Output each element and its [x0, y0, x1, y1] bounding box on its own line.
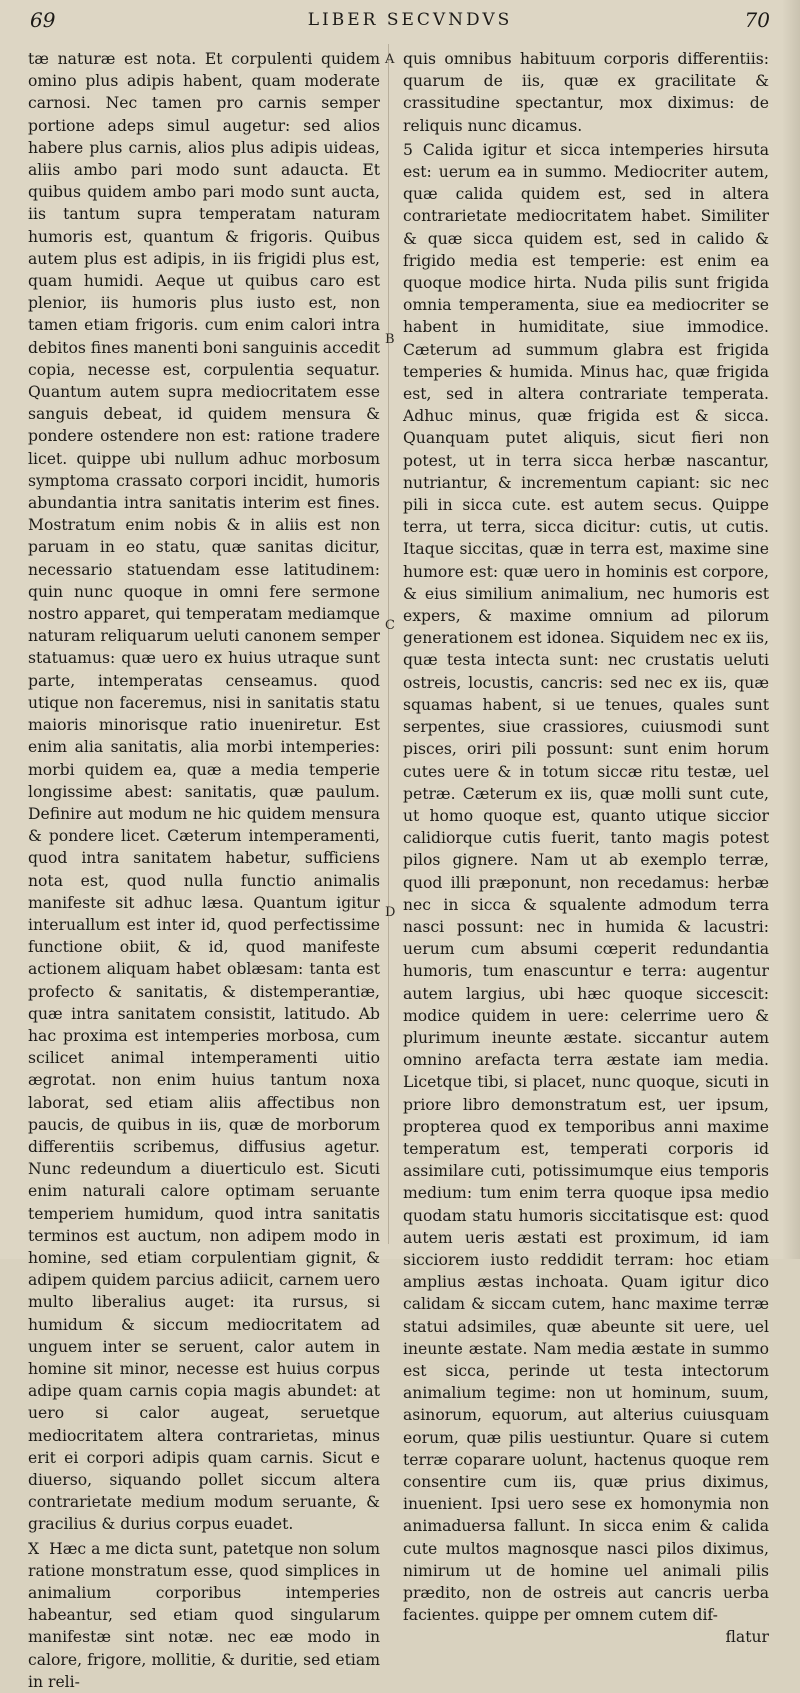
right-paragraph-1: quis omnibus habituum corporis differentiis: quarum de iis, quæ ex gracilitate & crassitudine spectantur, mox diximus: de reliquis nunc dicamus.: [403, 50, 769, 135]
catchword-line: [403, 1626, 769, 1648]
page-header: [0, 4, 800, 34]
right-column: [403, 48, 769, 1647]
margin-letter-a: A: [385, 52, 395, 67]
section-number-x: X: [28, 1539, 40, 1558]
right-section-5: [403, 139, 769, 1627]
left-paragraph-2: Hæc a me dicta sunt, patetque non solum ratione monstratum esse, quod simplices in animalium corporibus intemperies habeantur, sed etiam quod singularum manifestæ sint notæ. nec eæ modo in calore, frigore, mollitie, & duritie, sed etiam in reli-: [28, 1539, 380, 1691]
margin-letter-b: B: [385, 332, 395, 347]
right-paragraph-2: Calida igitur et sicca intemperies hirsuta est: uerum ea in summo. Mediocriter autem, quæ calida quidem est, sed in altera contrarietate mediocritatem habet. Similiter & quæ sicca quidem est, sed in calido & frigido media est temperie: est enim ea quoque modice hirta. Nuda pilis sunt frigida omnia temperamenta, siue ea mediocriter se habent in humiditate, siue immodice. Cæterum ad summum glabra est frigida temperies & humida. Minus hac, quæ frigida est, sed in altera contrariate temperata. Adhuc minus, quæ frigida est & sicca. Quanquam putet aliquis, sicut fieri non potest, ut in terra sicca herbæ nascantur, nutriantur, & incrementum capiant: sic nec pili in sicca cute. est autem secus. Quippe terra, ut terra, sicca dicitur: cutis, ut cutis. Itaque siccitas, quæ in terra est, maxime sine humore est: quæ uero in hominis est corpore, & eius similium animalium, nec humoris est expers, & maxime omnium ad pilorum generationem est idonea. Siquidem nec ex iis, quæ testa intecta sunt: nec crustatis ueluti ostreis, locustis, cancris: sed nec ex iis, quæ squamas habent, si ue tenues, quales sunt serpentes, siue crassiores, cuiusmodi sunt pisces, oriri pili possunt: sunt enim horum cutes uere & in totum siccæ ritu testæ, uel petræ. Cæterum ex iis, quæ molli sunt cute, ut homo quoque est, quanto utique siccior calidiorque cutis fuerit, tanto magis potest pilos gignere. Nam ut ab exemplo terræ, quod illi præponunt, non recedamus: herbæ nec in sicca & squalente admodum terra nasci possunt: nec in humida & lacustri: uerum cum absumi cœperit redundantia humoris, tum enascuntur e terra: augentur autem largius, ubi hæc quoque siccescit: modice quidem in uere: celerrime uero & plurimum ineunte æstate. siccantur autem omnino arefacta terra æstate iam media. Licetque tibi, si placet, nunc quoque, sicuti in priore libro demonstratum est, uer ipsum, propterea quod ex temporibus anni maxime temperatum est, temperati corporis id assimilare cuti, potissimumque eius temporis medium: tum enim terra quoque ipsa medio quodam statu humoris siccitatisque est: quod autem ueris æstati est proximum, id iam sicciorem iusto reddidit terram: hoc etiam amplius æstas inchoata. Quam igitur dico calidam & siccam cutem, hanc maxime terræ statui adsimiles, quæ abeunte sit uere, uel ineunte æstate. Nam media æstate in summo est sicca, perinde ut testa intectorum animalium tegime: non ut hominum, suum, asinorum, equorum, aut alterius cuiusquam eorum, quæ pilis uestiuntur. Quare si cutem terræ coparare uolunt, hactenus quoque rem consentire cum iis, quæ prius diximus, inuenient. Ipsi uero sese ex homonymia non animaduersa fallunt. In sicca enim & calida cute multos magnosque nasci pilos diximus, nimirum ut de homine uel animali pilis prædito, non de ostreis aut cancris uerba facientes. quippe per omnem cutem dif-: [403, 140, 769, 1625]
running-head: LIBER SECVNDVS: [307, 10, 513, 30]
page-number-left: 69: [30, 8, 56, 32]
left-paragraph-1: tæ naturæ est nota. Et corpulenti quidem omino plus adipis habent, quam moderate carnosi. Nec tamen pro carnis semper portione adeps simul augetur: sed alios habere plus carnis, alios plus adipis uideas, aliis ambo pari modo sunt adaucta. Et quibus quidem ambo pari modo sunt aucta, iis tantum supra temperatam naturam humoris est, quantum & frigoris. Quibus autem plus est adipis, in iis frigidi plus est, quam humidi. Aeque ut quibus caro est plenior, iis humoris plus iusto est, non tamen etiam frigoris. cum enim calori intra debitos fines manenti boni sanguinis accedit copia, necesse est, corpulentia sequatur. Quantum autem supra mediocritatem esse sanguis debeat, id quidem mensura & pondere ostendere non est: ratione tradere licet. quippe ubi nullum adhuc morbosum symptoma crassato corpori incidit, humoris abundantia intra sanitatis interim est fines. Mostratum enim nobis & in aliis est non paruam in eo statu, quæ sanitas dicitur, necessario statuendam esse latitudinem: quin nunc quoque in omni fere sermone nostro apparet, qui temperatam mediamque naturam reliquarum ueluti canonem semper statuamus: quæ uero ex huius utraque sunt parte, intemperatas censeamus. quod utique non faceremus, nisi in sanitatis statu maioris minorisque ratio inueniretur. Est enim alia sanitatis, alia morbi intemperies: morbi quidem ea, quæ a media temperie longissime abest: sanitatis, quæ paulum. Definire aut modum ne hic quidem mensura & pondere licet. Cæterum intemperamenti, quod intra sanitatem habetur, sufficiens nota est, quod nulla functio animalis manifeste sit adhuc læsa. Quantum igitur interuallum est inter id, quod perfectissime functione obiit, & id, quod manifeste actionem aliquam habet oblæsam: tanta est profecto & sanitatis, & distemperantiæ, quæ intra sanitatem consistit, latitudo. Ab hac proxima est intemperies morbosa, cum scilicet animal intemperamenti uitio ægrotat. non enim huius tantum noxa laborat, sed etiam aliis affectibus non paucis, de quibus in iis, quæ de morborum differentiis scribemus, diffusius agetur. Nunc redeundum a diuerticulo est. Sicuti enim naturali calore optimam seruante temperiem humidum, quod intra sanitatis terminos est auctum, non adipem modo in homine, sed etiam corpulentiam gignit, & adipem quidem parcius adiicit, carnem uero multo liberalius auget: ita rursus, si humidum & siccum mediocritatem ad unguem inter se seruent, calor autem in homine sit minor, necesse est huius corpus adipe quam carnis copia magis abundet: at uero si calor augeat, seruetque mediocritatem altera contrarietas, minus erit ei corpori adipis quam carnis. Sicut e diuerso, siquando pollet siccum altera contrarietate medium modum seruante, & gracilius & durius corpus euadet.: [28, 50, 380, 1534]
page-number-right: 70: [744, 8, 770, 32]
catchword: flatur: [725, 1628, 769, 1647]
left-column: [28, 48, 380, 1691]
margin-letter-c: C: [385, 618, 395, 633]
page-edge-shadow: [782, 0, 800, 1259]
column-divider: [388, 44, 389, 1244]
left-section-x: [28, 1538, 380, 1693]
margin-letter-d: D: [385, 905, 396, 920]
section-number-5: 5: [403, 140, 413, 159]
